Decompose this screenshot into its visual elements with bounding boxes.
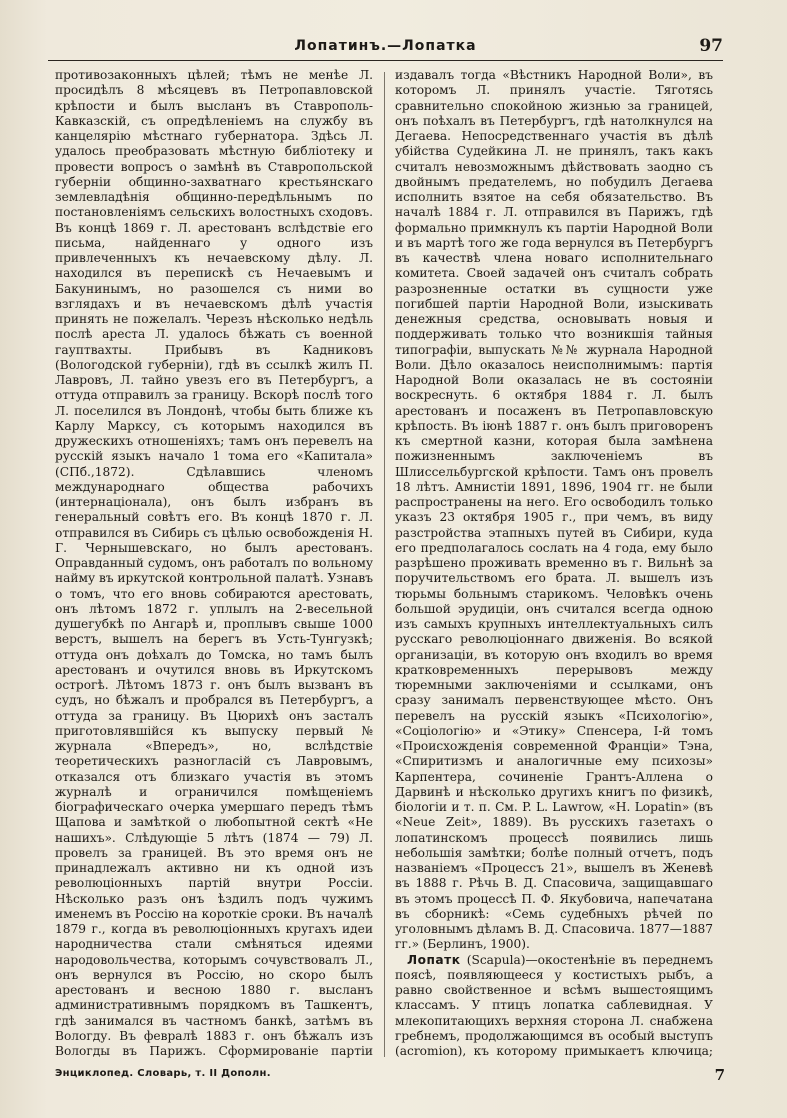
entry-text: (Scapula)—окостенѣніе въ переднемъ поясѣ, появляющееся у костистыхъ рыбъ, а равно свойственное и всѣмъ вышестоящимъ классамъ. У птицъ лопатка саблевидная. У млекопитающихъ верхняя сторона Л. снабжена гребнемъ, продолжающимся въ особый выступъ (acromion), къ которому примыкаетъ ключица; [395,952,713,1058]
page-footer [55,1066,725,1084]
column-divider [384,72,385,1057]
publisher-line: Энциклопед. Словарь, т. II Дополн. [55,1068,271,1079]
entry-scapula [395,953,713,1061]
left-column-text: противозаконныхъ цѣлей; тѣмъ не менѣе Л. просидѣлъ 8 мѣсяцевъ въ Петропавловской крѣпости и былъ высланъ въ Ставрополь-Кавказскій, съ опредѣленіемъ на службу въ канцелярію мѣстнаго губернатора. Здѣсь Л. удалось преобразовать мѣстную библіотеку и провести вопросъ о замѣнѣ въ Ставропольской губерніи общинно-захватнаго крестьянскаго землевладѣнія общинно-передѣльнымъ по постановленіямъ сельскихъ волостныхъ сходовъ. Въ концѣ 1869 г. Л. арестованъ вслѣдствіе его письма, найденнаго у одного изъ привлеченныхъ къ нечаевскому дѣлу. Л. находился въ перепискѣ съ Нечаевымъ и Бакунинымъ, но разошелся съ ними во взглядахъ и въ нечаевскомъ дѣлѣ участія принять не пожелалъ. Черезъ нѣсколько недѣль послѣ ареста Л. удалось бѣжать съ военной гауптвахты. Прибывъ въ Кадниковъ (Вологодской губерніи), гдѣ въ ссылкѣ жилъ П. Лавровъ, Л. тайно увезъ его въ Петербургъ, а оттуда отправилъ за границу. Вскорѣ послѣ того Л. поселился въ Лондонѣ, чтобы быть ближе къ Карлу Марксу, съ которымъ находился въ дружескихъ отношеніяхъ; тамъ онъ перевелъ на русскій языкъ начало 1 тома его «Капитала» (СПб.,1872). Сдѣлавшись членомъ международнаго общества рабочихъ (интернаціонала), онъ былъ избранъ въ генеральный совѣтъ его. Въ концѣ 1870 г. Л. отправился въ Сибирь съ цѣлью освобожденія Н. Г. Чернышевскаго, но былъ арестованъ. Оправданный судомъ, онъ работалъ по вольному найму въ иркутской контрольной палатѣ. Узнавъ о томъ, что его вновь собираются арестовать, онъ лѣтомъ 1872 г. уплылъ на 2-весельной душегубкѣ по Ангарѣ и, проплывъ свыше 1000 верстъ, вышелъ на берегъ въ Усть-Тунгузкѣ; оттуда онъ доѣхалъ до Томска, но тамъ былъ арестованъ и очутился вновь въ Иркутскомъ острогѣ. Лѣтомъ 1873 г. онъ былъ вызванъ въ судъ, но бѣжалъ и пробрался въ Петербургъ, а оттуда за границу. Въ Цюрихѣ онъ засталъ приготовлявшійся къ выпуску первый № журнала «Впередъ», но, вслѣдствіе теоретическихъ разногласій съ Лавровымъ, отказался отъ близкаго участія въ этомъ журналѣ и ограничился помѣщеніемъ біографическаго очерка умершаго передъ тѣмъ Щапова и замѣткой о любопытной сектѣ «Не нашихъ». Слѣдующіе 5 лѣтъ (1874 — 79) Л. провелъ за границей. Въ это время онъ не принадлежалъ активно ни къ одной изъ революціонныхъ партій внутри Россіи. Нѣсколько разъ онъ ѣздилъ подъ чужимъ именемъ въ Россію на короткіе сроки. Въ началѣ 1879 г., когда въ революціонныхъ кругахъ идеи народничества стали смѣняться идеями народовольчества, которымъ сочувствовалъ Л., онъ вернулся въ Россію, но скоро былъ арестованъ и весною 1880 г. высланъ административнымъ порядкомъ въ Ташкентъ, гдѣ занимался въ частномъ банкѣ, затѣмъ въ Вологду. Въ февралѣ 1883 г. онъ бѣжалъ изъ Вологды въ Парижъ. Сформированіе партіи [55,68,373,1058]
right-column [395,68,713,1060]
right-column-paragraph-1: издавалъ тогда «Вѣстникъ Народной Воли», въ которомъ Л. принялъ участіе. Тяготясь сравнительно спокойною жизнью за границей, онъ поѣхалъ въ Петербургъ, гдѣ натолкнулся на Дегаева. Непосредственнаго участія въ дѣлѣ убійства Судейкина Л. не принялъ, такъ какъ считалъ невозможнымъ дѣйствовать заодно съ двойнымъ предателемъ, но побудилъ Дегаева исполнить взятое на себя обязательство. Въ началѣ 1884 г. Л. отправился въ Парижъ, гдѣ формально примкнулъ къ партіи Народной Воли и въ мартѣ того же года вернулся въ Петербургъ въ качествѣ члена новаго исполнительнаго комитета. Своей задачей онъ считалъ собрать разрозненные остатки въ сущности уже погибшей партіи Народной Воли, изыскивать денежныя средства, основывать новыя и поддерживать только что возникшія тайныя типографіи, выпускать №№ журнала Народной Воли. Дѣло оказалось неисполнимымъ: партія Народной Воли оказалась не въ состояніи воскреснуть. 6 октября 1884 г. Л. былъ арестованъ и посаженъ въ Петропавловскую крѣпость. Въ іюнѣ 1887 г. онъ былъ приговоренъ къ смертной казни, которая была замѣнена пожизненнымъ заключеніемъ въ Шлиссельбургской крѣпости. Тамъ онъ провелъ 18 лѣтъ. Амнистіи 1891, 1896, 1904 гг. не были распространены на него. Его освободилъ только указъ 23 октября 1905 г., при чемъ, въ виду разстройства этапныхъ путей въ Сибири, куда его предполагалось сослать на 4 года, ему было разрѣшено проживать временно въ г. Вильнѣ за поручительствомъ его брата. Л. вышелъ изъ тюрьмы больнымъ старикомъ. Человѣкъ очень большой эрудиціи, онъ считался всегда одною изъ самыхъ крупныхъ интеллектуальныхъ силъ русскаго революціоннаго движенія. Во всякой организаціи, въ которую онъ входилъ во время кратковременныхъ перерывовъ между тюремными заключеніями и ссылками, онъ сразу занималъ первенствующее мѣсто. Онъ перевелъ на русскій языкъ «Психологію», «Соціологію» и «Этику» Спенсера, I-й томъ «Происхожденія современной Франціи» Тэна, «Спиритизмъ и аналогичные ему психозы» Карпентера, сочиненіе Грантъ-Аллена о Дарвинѣ и нѣсколько другихъ книгъ по физикѣ, біологіи и т. п. См. P. L. Lawrow, «H. Lopatin» (въ «Neue Zeit», 1889). Въ русскихъ газетахъ о лопатинскомъ процессѣ появились лишь небольшія замѣтки; болѣе полный отчетъ, подъ названіемъ «Процессъ 21», вышелъ въ Женевѣ въ 1888 г. Рѣчь В. Д. Спасовича, защищавшаго въ этомъ процессѣ П. Ф. Якубовича, напечатана въ сборникѣ: «Семь судебныхъ рѣчей по уголовнымъ дѣламъ В. Д. Спасовича. 1877—1887 гг.» (Берлинъ, 1900). [395,68,713,952]
entry-headword: Лопатк [407,952,461,967]
page-header [48,36,723,61]
running-head: Лопатинъ.—Лопатка [294,38,477,54]
signature-mark: 7 [714,1066,725,1084]
left-column [55,68,373,1060]
page-number: 97 [699,36,723,56]
text-columns [55,68,725,1060]
